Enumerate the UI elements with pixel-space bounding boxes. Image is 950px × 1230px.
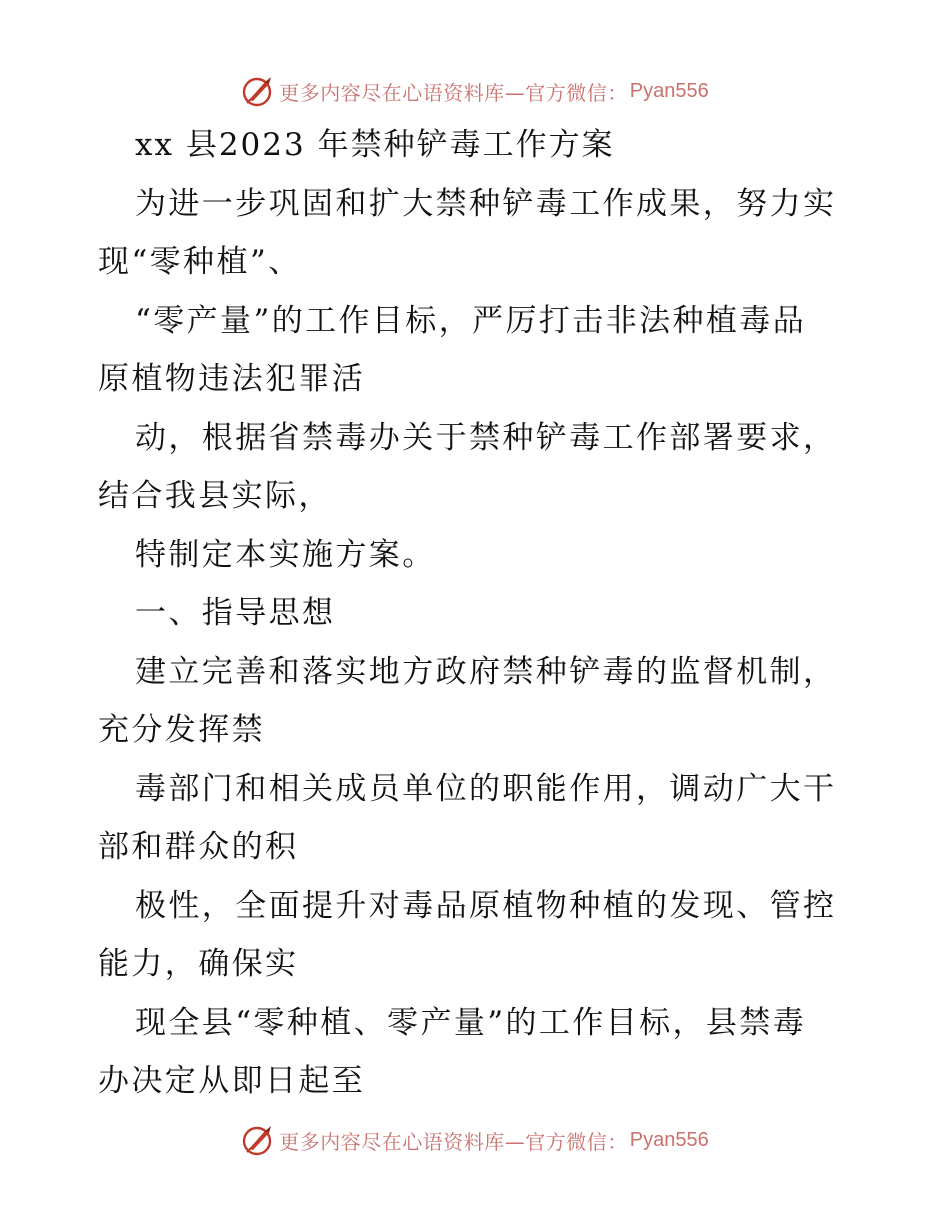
paragraph-line: “零产量”的工作目标，严厉打击非法种植毒品 (135, 302, 807, 339)
quill-pen-logo-icon (241, 74, 275, 108)
watermark-wechat-id: Pyan556 (629, 1128, 709, 1151)
paragraph-line: 极性，全面提升对毒品原植物种植的发现、管控 (135, 887, 837, 924)
paragraph-line: 建立完善和落实地方政府禁种铲毒的监督机制， (135, 653, 837, 690)
paragraph-line: 结合我县实际， (98, 478, 332, 514)
paragraph-line: 充分发挥禁 (98, 712, 265, 748)
paragraph-line: 办决定从即日起至 (98, 1063, 366, 1099)
paragraph-line: 为进一步巩固和扩大禁种铲毒工作成果，努力实 (135, 185, 837, 222)
watermark-wechat-id: Pyan556 (629, 79, 709, 102)
paragraph-line: 现全县“零种植、零产量”的工作目标，县禁毒 (135, 1004, 807, 1041)
paragraph-line: 特制定本实施方案。 (135, 536, 436, 573)
watermark-footer (0, 1120, 950, 1160)
document-body (98, 116, 858, 1111)
watermark-text: 更多内容尽在心语资料库—官方微信： (279, 80, 628, 105)
quill-pen-logo-icon (241, 1123, 275, 1157)
paragraph-line: 原植物违法犯罪活 (98, 361, 366, 397)
document-title: xx 县2023 年禁种铲毒工作方案 (135, 127, 615, 163)
watermark-text: 更多内容尽在心语资料库—官方微信： (279, 1129, 628, 1154)
paragraph-line: 部和群众的积 (98, 829, 299, 865)
paragraph-line: 毒部门和相关成员单位的职能作用，调动广大干 (135, 770, 837, 807)
paragraph-line: 动，根据省禁毒办关于禁种铲毒工作部署要求， (135, 419, 837, 456)
watermark-header (0, 71, 950, 111)
section-heading: 一、指导思想 (135, 595, 336, 631)
paragraph-line: 现“零种植”、 (98, 244, 302, 280)
paragraph-line: 能力，确保实 (98, 946, 299, 982)
